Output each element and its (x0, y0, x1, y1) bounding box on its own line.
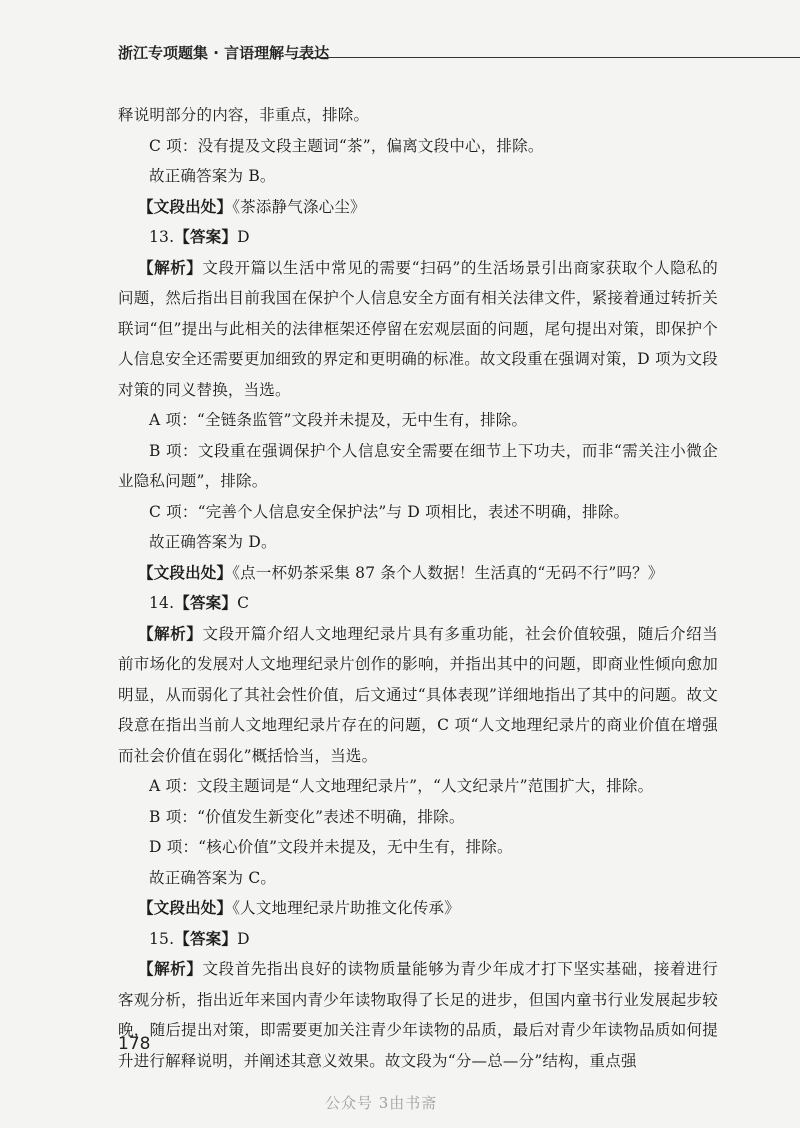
paragraph-continuation: 释说明部分的内容，非重点，排除。 (118, 106, 370, 124)
answer-line-15 (118, 924, 718, 955)
answer-line-13 (118, 222, 718, 253)
running-header (118, 38, 718, 68)
option-b-note: B 项：文段重在强调保护个人信息安全需要在细节上下功夫，而非“需关注小微企业隐私问题”，排除。 (118, 441, 718, 490)
question-number: 15. (149, 929, 175, 948)
header-title: 浙江专项题集 · 言语理解与表达 (118, 44, 330, 62)
answer-tag: 【答案】 (174, 594, 238, 612)
analysis-tag: 【解析】 (138, 258, 203, 277)
page-number: 178 (118, 1034, 151, 1054)
option-d-note: D 项：“核心价值”文段并未提及，无中生有，排除。 (149, 838, 513, 856)
source-line (118, 558, 718, 589)
answer-conclusion: 故正确答案为 B。 (149, 167, 276, 185)
source-title: 《人文地理纪录片助推文化传承》 (232, 899, 460, 917)
analysis-15 (118, 954, 718, 1076)
analysis-13 (118, 253, 718, 406)
option-c-note: C 项：没有提及文段主题词“茶”，偏离文段中心，排除。 (149, 136, 544, 155)
watermark-text: 公众号 3由书斋 (325, 1094, 438, 1112)
question-number: 14. (149, 594, 175, 612)
analysis-tag: 【解析】 (138, 960, 203, 978)
answer-value: D (237, 228, 250, 246)
source-title: 《点一杯奶茶采集 87 条个人数据！生活真的“无码不行”吗？》 (232, 563, 664, 582)
question-number: 13. (149, 228, 175, 246)
sprout-icon (796, 38, 800, 68)
answer-line-14 (118, 588, 718, 619)
answer-tag: 【答案】 (174, 228, 238, 246)
option-a-note: A 项：“全链条监管”文段并未提及，无中生有，排除。 (149, 411, 528, 429)
analysis-14 (118, 619, 718, 772)
answer-value: D (237, 929, 250, 948)
header-rule (296, 57, 800, 58)
answer-tag: 【答案】 (174, 929, 238, 948)
source-tag: 【文段出处】 (138, 563, 233, 582)
page-body (118, 100, 718, 1076)
source-tag: 【文段出处】 (138, 197, 233, 216)
analysis-text: 文段开篇介绍人文地理纪录片具有多重功能，社会价值较强，随后介绍当前市场化的发展对人文地理纪录片创作的影响，并指出其中的问题，即商业性倾向愈加明显，从而弱化了其社会性价值，后文通过“具体表现”详细地指出了其中的问题。故文段意在指出当前人文地理纪录片存在的问题，C 项“人文地理纪录片的商业价值在增强而社会价值在弱化”概括恰当，当选。 (118, 624, 718, 765)
source-line (118, 192, 718, 223)
answer-value: C (237, 594, 250, 612)
analysis-text: 文段开篇以生活中常见的需要“扫码”的生活场景引出商家获取个人隐私的问题，然后指出目前我国在保护个人信息安全方面有相关法律文件，紧接着通过转折关联词“但”提出与此相关的法律框架还停留在宏观层面的问题，尾句提出对策，即保护个人信息安全还需要更加细致的界定和更明确的标准。故文段重在强调对策，D 项为文段对策的同义替换，当选。 (118, 258, 718, 399)
analysis-tag: 【解析】 (138, 624, 203, 643)
answer-conclusion: 故正确答案为 D。 (149, 533, 277, 551)
option-b-note: B 项：“价值发生新变化”表述不明确，排除。 (149, 807, 465, 826)
answer-conclusion: 故正确答案为 C。 (149, 868, 277, 887)
option-c-note: C 项：“完善个人信息安全保护法”与 D 项相比，表述不明确，排除。 (149, 502, 630, 521)
source-tag: 【文段出处】 (138, 899, 233, 917)
option-a-note: A 项：文段主题词是“人文地理纪录片”，“人文纪录片”范围扩大，排除。 (149, 777, 654, 795)
source-title: 《茶添静气涤心尘》 (232, 197, 366, 216)
analysis-text: 文段首先指出良好的读物质量能够为青少年成才打下坚实基础，接着进行客观分析，指出近年来国内青少年读物取得了长足的进步，但国内童书行业发展起步较晚，随后提出对策，即需要更加关注青少年读物的品质，最后对青少年读物品质如何提升进行解释说明，并阐述其意义效果。故文段为“分—总—分”结构，重点强 (118, 960, 718, 1070)
source-line (118, 893, 718, 924)
